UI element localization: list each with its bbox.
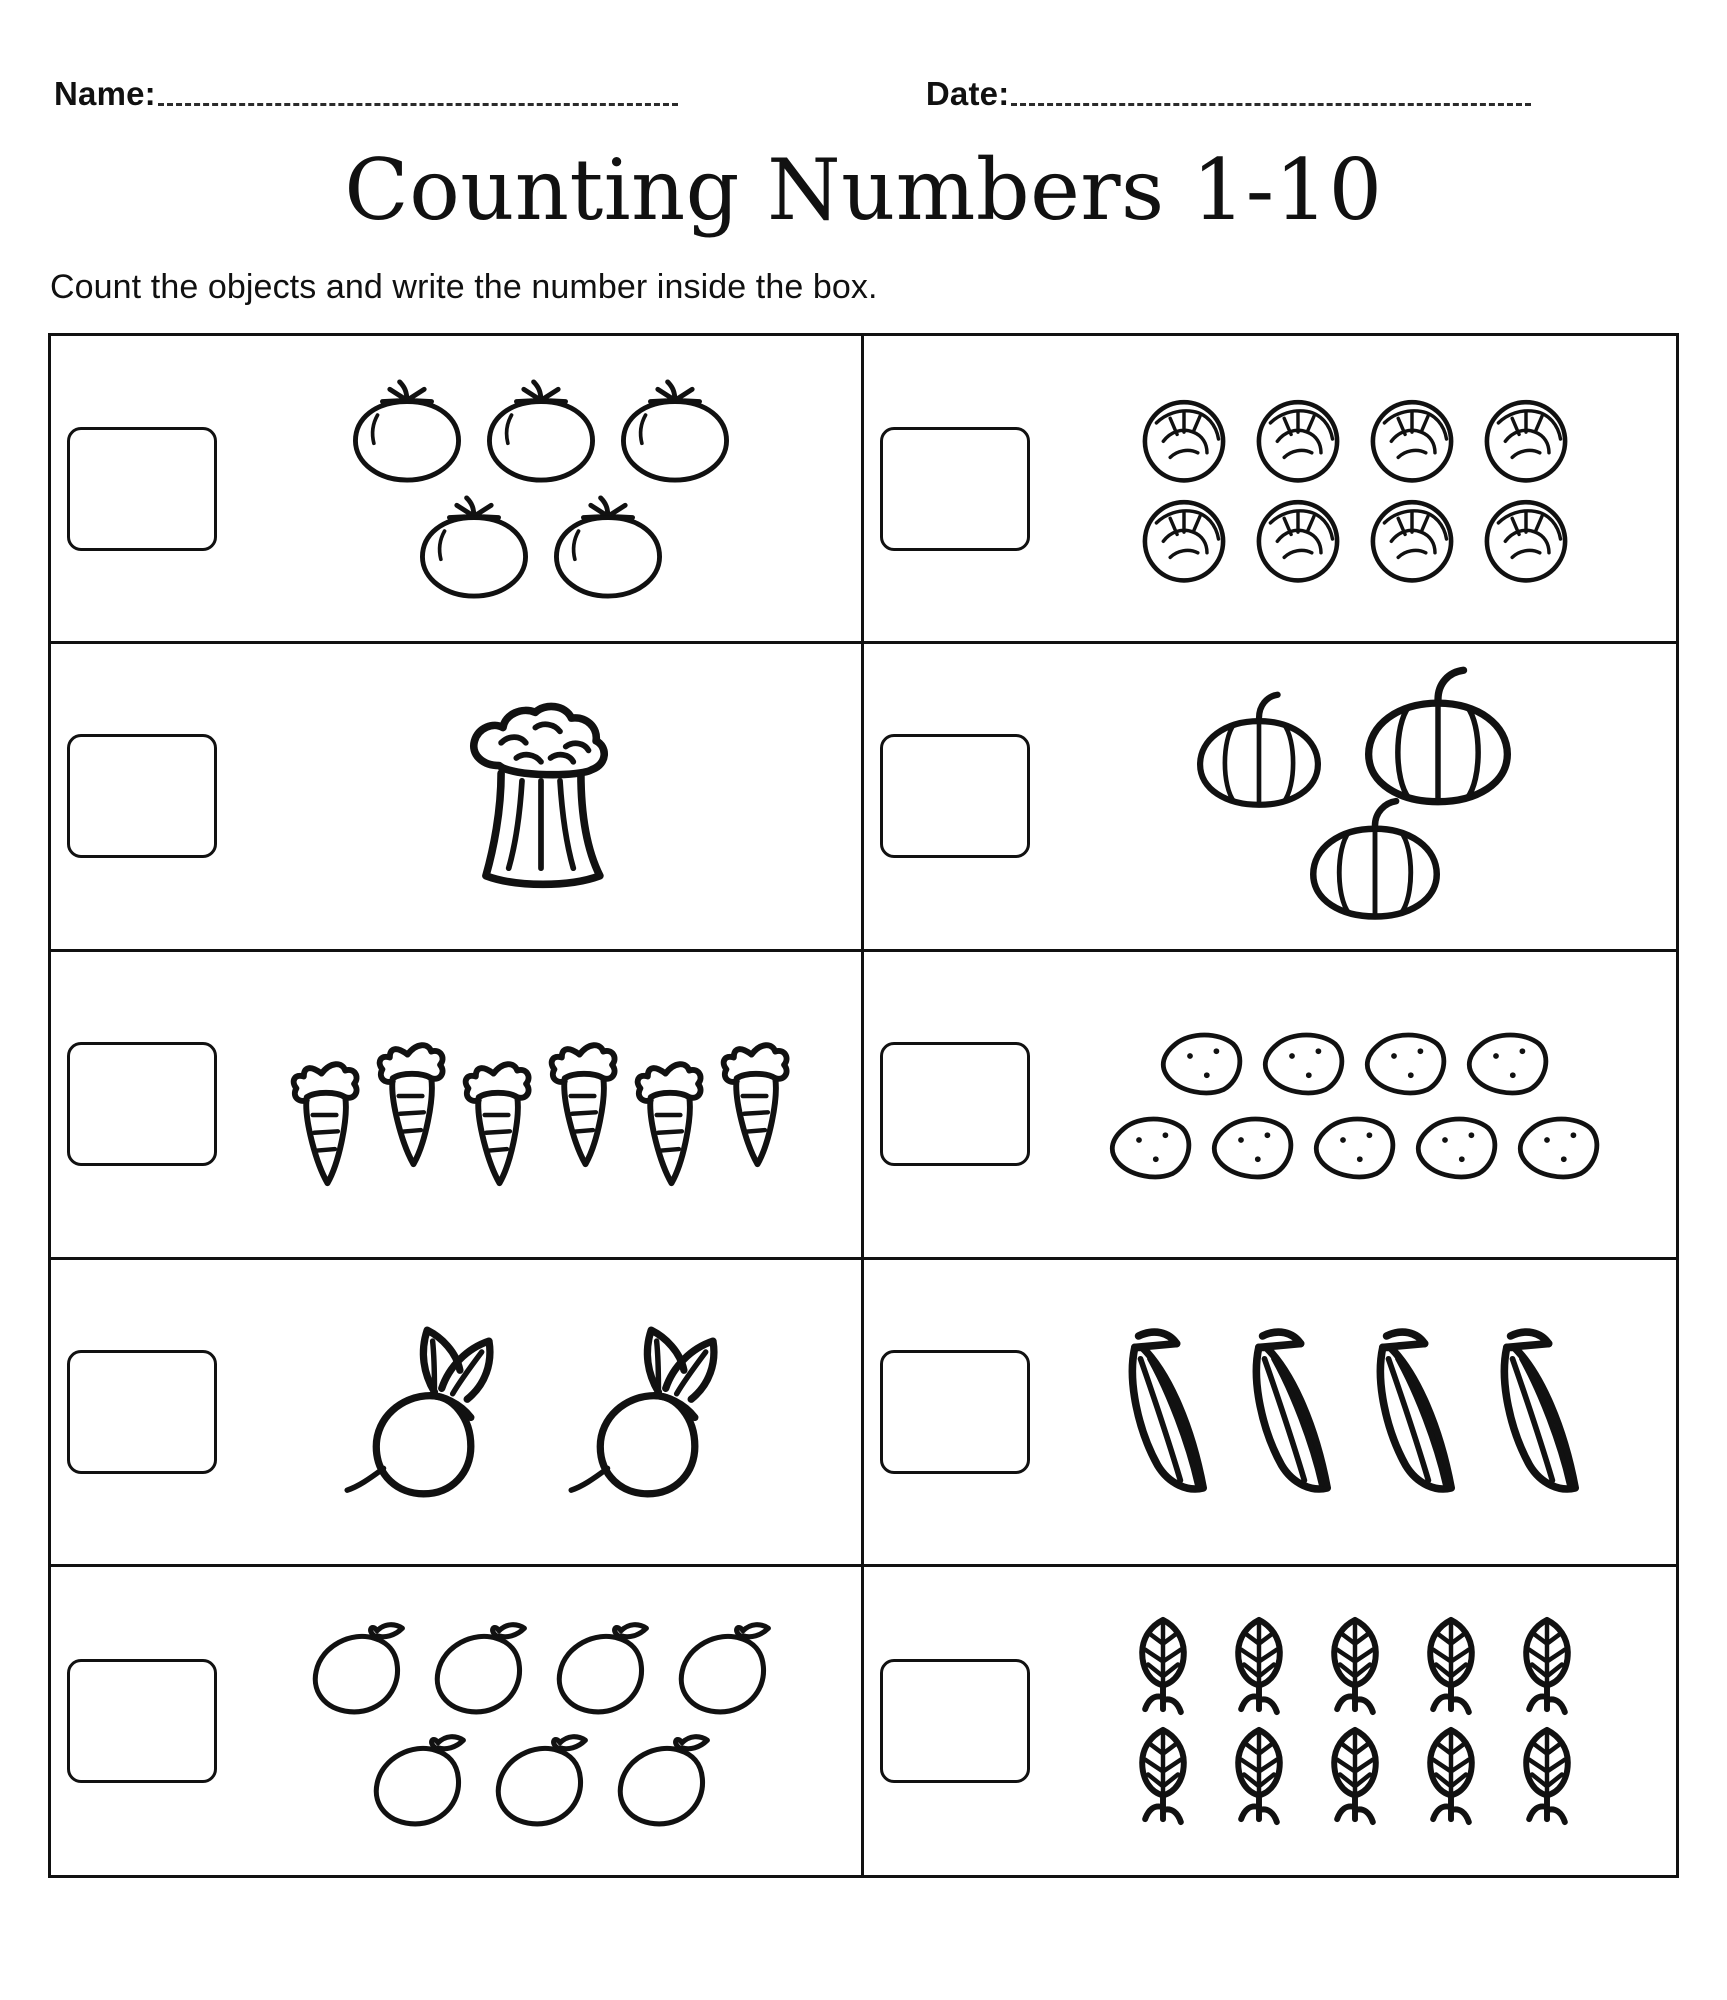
problem-cell-4 (864, 644, 1677, 952)
okra-icon (1233, 1317, 1353, 1507)
answer-box-8[interactable] (880, 1350, 1030, 1474)
name-write-line[interactable] (158, 103, 678, 106)
name-label: Name: (54, 75, 156, 112)
lemon-icon (544, 1613, 660, 1717)
potato-icon (1460, 1024, 1556, 1100)
problem-cell-8 (864, 1260, 1677, 1568)
object-group-artichoke (1044, 1573, 1667, 1869)
cabbage-icon (1472, 493, 1580, 585)
problem-cell-10 (864, 1567, 1677, 1875)
beet-icon (553, 1312, 753, 1512)
tomato-icon (410, 493, 538, 601)
potato-icon (1307, 1108, 1403, 1184)
worksheet-meta-row (48, 40, 1679, 110)
artichoke-icon (1214, 1721, 1304, 1831)
object-group-carrot (231, 958, 851, 1251)
cabbage-icon (1472, 393, 1580, 485)
page-title: Counting Numbers 1-10 (344, 141, 1383, 239)
problem-cell-6 (864, 952, 1677, 1260)
cabbage-icon (1244, 493, 1352, 585)
tomato-icon (544, 493, 672, 601)
problems-grid (48, 333, 1679, 1878)
lemon-icon (422, 1613, 538, 1717)
artichoke-icon (1406, 1611, 1496, 1721)
date-field[interactable] (896, 77, 1673, 110)
object-group-okra (1044, 1266, 1667, 1559)
carrot-icon (716, 1021, 796, 1171)
artichoke-icon (1118, 1721, 1208, 1831)
potato-icon (1358, 1024, 1454, 1100)
answer-box-1[interactable] (67, 427, 217, 551)
lemon-icon (483, 1725, 599, 1829)
problem-cell-3 (51, 644, 864, 952)
beet-icon (329, 1312, 529, 1512)
answer-box-6[interactable] (880, 1042, 1030, 1166)
lemon-icon (361, 1725, 477, 1829)
cabbage-icon (1244, 393, 1352, 485)
potato-icon (1409, 1108, 1505, 1184)
answer-box-9[interactable] (67, 1659, 217, 1783)
answer-box-4[interactable] (880, 734, 1030, 858)
date-write-line[interactable] (1011, 103, 1531, 106)
object-group-broccoli (231, 650, 851, 943)
problem-cell-7 (51, 1260, 864, 1568)
date-label: Date: (925, 75, 1010, 112)
artichoke-icon (1310, 1721, 1400, 1831)
object-group-lemon (231, 1573, 851, 1869)
tomato-icon (477, 377, 605, 485)
answer-box-5[interactable] (67, 1042, 217, 1166)
artichoke-icon (1118, 1611, 1208, 1721)
cabbage-icon (1130, 493, 1238, 585)
broccoli-icon (436, 701, 646, 891)
lemon-icon (666, 1613, 782, 1717)
okra-icon (1481, 1317, 1601, 1507)
carrot-icon (372, 1021, 452, 1171)
object-group-potato (1044, 958, 1667, 1251)
tomato-icon (611, 377, 739, 485)
lemon-icon (605, 1725, 721, 1829)
artichoke-icon (1214, 1611, 1304, 1721)
cabbage-icon (1358, 393, 1466, 485)
cabbage-icon (1130, 393, 1238, 485)
object-group-tomato (231, 342, 851, 635)
answer-box-3[interactable] (67, 734, 217, 858)
potato-icon (1256, 1024, 1352, 1100)
object-group-beet (231, 1266, 851, 1559)
potato-icon (1103, 1108, 1199, 1184)
problem-cell-5 (51, 952, 864, 1260)
instructions-text: Count the objects and write the number inside the box. (50, 268, 878, 307)
problem-cell-1 (51, 336, 864, 644)
pumpkin-icon (1291, 793, 1459, 923)
carrot-icon (458, 1040, 538, 1190)
potato-icon (1154, 1024, 1250, 1100)
okra-icon (1357, 1317, 1477, 1507)
answer-box-10[interactable] (880, 1659, 1030, 1783)
pumpkin-icon (1345, 663, 1531, 809)
problem-cell-9 (51, 1567, 864, 1875)
artichoke-icon (1502, 1611, 1592, 1721)
object-group-pumpkin (1044, 650, 1667, 943)
tomato-icon (343, 377, 471, 485)
potato-icon (1205, 1108, 1301, 1184)
problem-cell-2 (864, 336, 1677, 644)
potato-icon (1511, 1108, 1607, 1184)
answer-box-7[interactable] (67, 1350, 217, 1474)
cabbage-icon (1358, 493, 1466, 585)
answer-box-2[interactable] (880, 427, 1030, 551)
name-field[interactable] (54, 77, 896, 110)
okra-icon (1109, 1317, 1229, 1507)
artichoke-icon (1406, 1721, 1496, 1831)
object-group-cabbage (1044, 342, 1667, 635)
artichoke-icon (1502, 1721, 1592, 1831)
carrot-icon (630, 1040, 710, 1190)
carrot-icon (286, 1040, 366, 1190)
artichoke-icon (1310, 1611, 1400, 1721)
carrot-icon (544, 1021, 624, 1171)
lemon-icon (300, 1613, 416, 1717)
